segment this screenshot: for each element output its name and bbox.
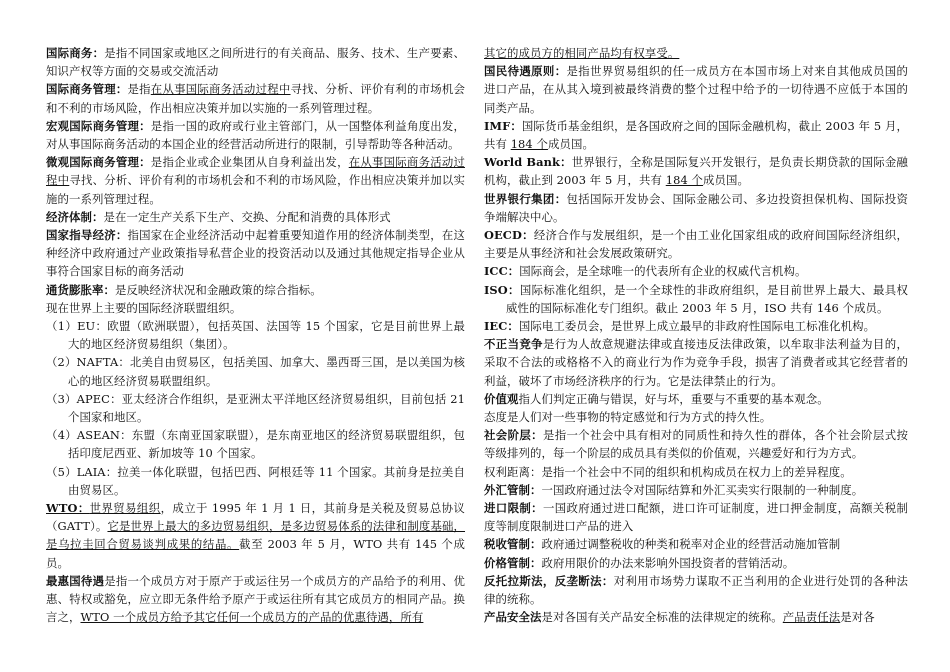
underlined-text: 184 个 — [510, 137, 548, 152]
definition-text: 是在一定生产关系下生产、交换、分配和消费的具体形式 — [103, 209, 391, 224]
term: 宏观国际商务管理： — [46, 118, 151, 133]
definition-national-treatment — [484, 62, 908, 117]
term: 价值观 — [484, 391, 519, 406]
definition-text: 寻找、分析、评价有利的市场机会和不利的市场风险，作出相应决策并加以实施的一系列管理过程。 — [46, 82, 466, 115]
definition-text: 国际货币基金组织，是各国政府之间的国际金融机构，截止 2003 年 5 月，共有 — [484, 118, 908, 152]
definition-text: ，成立于 1995 年 1 月 1 日，其前身是关税及贸易总协议（GATT）。 — [46, 501, 465, 534]
definition-text: 经济合作与发展组织，是一个由工业化国家组成的政府间国际经济组织，主要是从事经济和社会发展政策研究。 — [484, 228, 908, 261]
underlined-text: 产品责任法 — [782, 610, 841, 625]
term: 世界银行集团： — [484, 191, 567, 206]
org-item-apec: （3）APEC：亚太经济合作组织，是亚洲太平洋地区经济贸易组织，目前包括 21 个国家和地区。 — [46, 391, 465, 425]
definition-text: 截至 2003 年 5 月，WTO 共有 145 个成员。 — [46, 537, 465, 570]
definition-text: 是指不同国家或地区之间所进行的有关商品、服务、技术、生产要素、知识产权等方面的交易或交流活动 — [46, 46, 465, 79]
term: 国民待遇原则： — [484, 64, 567, 79]
term: IEC： — [484, 319, 519, 334]
underlined-text: 世界贸易组织 — [89, 501, 161, 516]
definition-mfn — [46, 572, 465, 627]
term: 国家指导经济： — [46, 228, 128, 243]
definition-text: 一国政府通过进口配额，进口许可证制度，进口押金制度，高额关税制度等制度限制进口产品的进入 — [484, 501, 908, 534]
term: 价格管制： — [484, 555, 542, 570]
definition-text: 成员国。 — [547, 137, 594, 152]
definition-text: 一国政府通过法令对国际结算和外汇买卖实行限制的一种制度。 — [541, 482, 864, 497]
term: OECD： — [484, 228, 534, 243]
term: 社会阶层： — [484, 428, 543, 443]
left-column — [46, 44, 465, 627]
term: 国际商务管理： — [46, 82, 128, 97]
org-item-asean: （4）ASEAN：东盟（东南亚国家联盟），是东南亚地区的经济贸易联盟组织，包括印度尼西亚、新加坡等 10 个国家。 — [46, 428, 465, 461]
definition-imf — [484, 117, 908, 153]
definition-international-business-management — [46, 80, 465, 116]
definition-antitrust — [484, 572, 908, 608]
term: 经济体制： — [46, 209, 104, 224]
definition-import-restriction — [484, 499, 908, 535]
term: World Bank： — [484, 155, 572, 170]
definition-guided-economy — [46, 226, 465, 281]
mfn-continuation: 其它的成员方的相同产品均有权享受。 — [484, 46, 680, 60]
definition-inflation — [46, 281, 465, 299]
definition-text: 政府用限价的办法来影响外国投资者的营销活动。 — [541, 555, 795, 570]
definition-wto — [46, 499, 465, 572]
term: 通货膨胀率： — [46, 282, 115, 297]
org-item-eu: （1）EU：欧盟（欧洲联盟），包括英国、法国等 15 个国家，它是目前世界上最大的地区经济贸易组织（集团）。 — [46, 319, 465, 352]
term: 税收管制： — [484, 537, 542, 552]
definition-power-distance: 权利距离：是指一个社会中不同的组织和机构成员在权力上的差异程度。 — [484, 464, 852, 479]
definition-text: 寻找、分析、评价有利的市场机会和不利的市场风险，作出相应决策并加以实施的一系列管理过程。 — [46, 173, 466, 206]
term: 最惠国待遇 — [46, 573, 105, 588]
definition-text: 是反映经济状况和金融政策的综合指标。 — [114, 282, 322, 297]
definition-text: 国际商会，是全球唯一的代表所有企业的权威代言机构。 — [519, 264, 807, 279]
definition-text: 是指一国的政府或行业主管部门，从一国整体利益角度出发，对从事国际商务活动的本国企业的经营活动所进行的限制，引导帮助等各种活动。 — [46, 118, 466, 152]
definition-world-bank — [484, 153, 908, 189]
definition-text: 是指 — [127, 82, 151, 97]
term: ISO： — [484, 282, 520, 297]
definition-price-control — [484, 554, 908, 572]
definition-world-bank-group — [484, 190, 908, 226]
definition-text: 世界银行，全称是国际复兴开发银行，是负责长期贷款的国际金融机构，截止到 2003 年 5 月，共有 — [484, 155, 908, 188]
term: 反托拉斯法，反垄断法： — [484, 573, 614, 588]
definition-text: 成员国。 — [703, 173, 749, 188]
definition-text: 政府通过调整税收的种类和税率对企业的经营活动施加管制 — [541, 537, 841, 552]
definition-text: 是对各国有关产品安全标准的法律规定的统称。 — [541, 610, 783, 625]
definition-unfair-competition — [484, 335, 908, 390]
definition-icc — [484, 262, 908, 280]
underlined-text: 在从事国际商务活动过程中 — [46, 155, 465, 188]
definition-iso — [484, 281, 908, 317]
definition-text: 对利用市场势力谋取不正当利用的企业进行处罚的各种法律的统称。 — [484, 573, 908, 607]
underlined-text: 184 个 — [665, 173, 704, 188]
definition-text: 是指企业或企业集团从自身利益出发， — [150, 155, 349, 170]
definition-text: 是指一个社会中具有相对的同质性和持久性的群体，各个社会阶层式按等级排列的，每一个阶层的成员具有类似的价值观，兴趣爱好和行为方式。 — [484, 428, 908, 461]
definition-text: 是指一个成员方对于原产于或运往另一个成员方的产品给予的利用、优惠、特权或豁免，应立即无条件给予原产于或运往所有其它成员方的相同产品。换言之， — [46, 573, 465, 625]
term: IMF： — [484, 118, 522, 133]
org-item-laia: （5）LAIA：拉美一体化联盟，包括巴西、阿根廷等 11 个国家。其前身是拉美自由贸易区。 — [46, 464, 465, 497]
definition-tax-control — [484, 535, 908, 553]
org-item-nafta: （2）NAFTA：北美自由贸易区，包括美国、加拿大、墨西哥三国，是以美国为核心的地区经济贸易联盟组织。 — [46, 355, 465, 388]
definition-fx-control — [484, 481, 908, 499]
definition-text: 指人们判定正确与错误，好与坏，重要与不重要的基本观念。 — [518, 391, 829, 406]
definition-social-class — [484, 426, 908, 462]
term: ICC： — [484, 264, 520, 279]
term: 微观国际商务管理： — [46, 155, 151, 170]
term: 不正当竞争 — [484, 337, 543, 352]
definition-micro-management — [46, 153, 465, 208]
definition-values — [484, 390, 908, 408]
term: 外汇管制： — [484, 482, 542, 497]
right-column — [484, 44, 908, 627]
definition-text: 国际电工委员会，是世界上成立最早的非政府性国际电工标准化机构。 — [518, 319, 876, 334]
definition-text: 是对各 — [840, 610, 875, 625]
underlined-text: 在从事国际商务活动过程中 — [150, 82, 291, 97]
term: 国际商务： — [46, 46, 105, 60]
definition-macro-management — [46, 117, 465, 153]
definition-text: 是行为人故意规避法律或直接违反法律政策，以牟取非法利益为目的，采取不合法的或格格不入的商业行为作为竞争手段，损害了消费者或其它经营者的利益，破坏了市场经济秩序的行为。它是法律禁止的行为。 — [484, 337, 908, 388]
definition-text: 包括国际开发协会、国际金融公司、多边投资担保机构、国际投资争端解决中心。 — [484, 191, 909, 224]
term: 进口限制： — [484, 501, 543, 516]
term: 产品安全法 — [484, 610, 542, 625]
definition-attitude: 态度是人们对一些事物的特定感觉和行为方式的持久性。 — [484, 410, 772, 425]
underlined-text: 它是世界上最大的多边贸易组织，是多边贸易体系的法律和制度基础，是乌拉圭回合贸易谈判成果的结晶。 — [46, 519, 466, 552]
definition-text: 是指世界贸易组织的任一成员方在本国市场上对来自其他成员国的进口产品，在从其入境到被最终消费的整个过程中给予的一切待遇不应低于本国的同类产品。 — [484, 64, 909, 115]
definition-iec — [484, 317, 908, 335]
orgs-intro: 现在世界上主要的国际经济联盟组织。 — [46, 300, 242, 315]
definition-international-business — [46, 44, 465, 80]
definition-text: 指国家在企业经济活动中起着重要知道作用的经济体制类型，在这种经济中政府通过产业政策指导私营企业的投资活动以及通过其他规定指导企业从事符合国家目标的商务活动 — [46, 228, 466, 279]
definition-product-safety — [484, 608, 908, 626]
underlined-text: WTO 一个成员方给予其它任何一个成员方的产品的优惠待遇，所有 — [80, 610, 424, 625]
definition-economic-system — [46, 208, 465, 226]
definition-text: 国际标准化组织，是一个全球性的非政府组织，是目前世界上最大、最具权威性的国际标准化专门组织。截止 2003 年 5 月，ISO 共有 146 个成员。 — [506, 282, 908, 315]
definition-oecd — [484, 226, 908, 262]
term: WTO： — [46, 501, 90, 516]
